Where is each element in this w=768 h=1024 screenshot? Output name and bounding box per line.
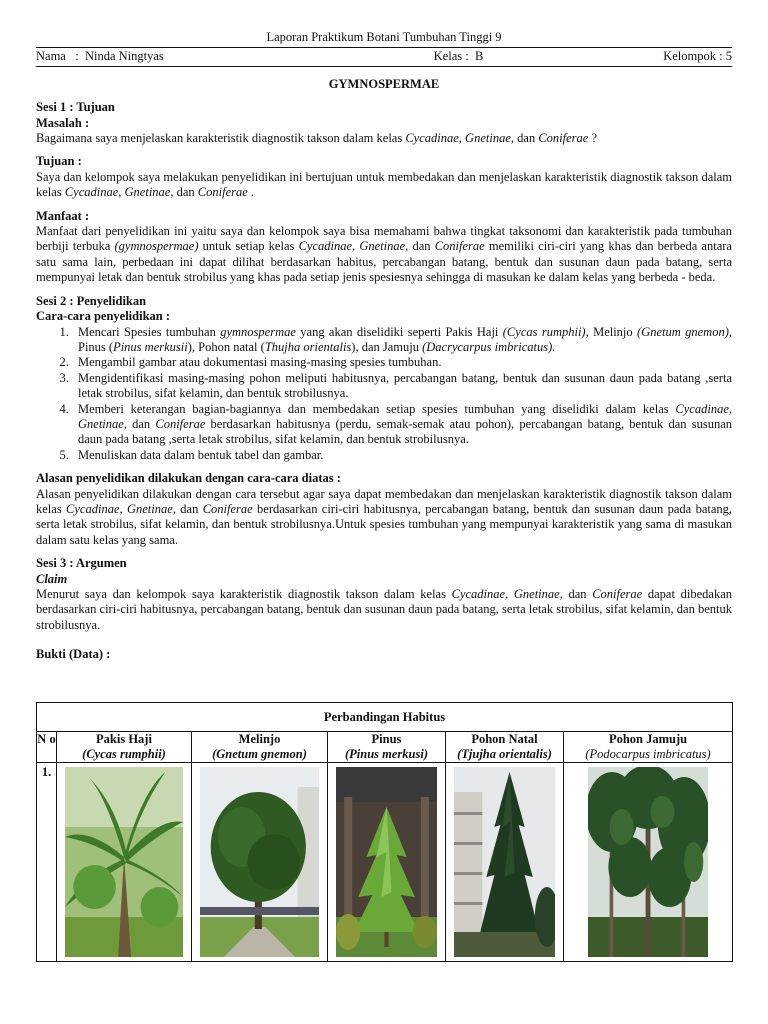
manfaat-text: Manfaat dari penyelidikan ini yaitu saya dan kelompok saya bisa memahami bahwa tingkat taksonomi dan karakteristik pada tumbuhan berbiji terbuka (gymnospermae) untuk setiap kelas Cycadinae, Gnetinae, dan Coniferae memiliki ciri-ciri yang khas dan berbeda antara satu sama lain, perbedaan ini dapat dilihat berdasarkan habitus, percabangan batang, bentuk dan susunan daun pada batang, serta mempunyai letak dan bentuk strobilus yang khas pada setiap jenis spesiesnya sehingga di masukan ke dalam kelas yang berbeda - beda.: [36, 224, 732, 285]
col-header-gnetum: Melinjo (Gnetum gnemon): [192, 732, 328, 763]
table-row: [37, 763, 733, 962]
claim-heading: Claim: [36, 571, 68, 586]
bukti-heading: Bukti (Data) :: [36, 647, 111, 662]
method-list: [36, 325, 732, 464]
cycas-photo: [65, 767, 183, 957]
pinus-photo: [336, 767, 437, 957]
manfaat-heading: Manfaat :: [36, 208, 90, 223]
habitus-table: [36, 702, 733, 962]
photo-cell-thuja: [446, 763, 564, 962]
col-header-podocarpus: Pohon Jamuju (Podocarpus imbricatus): [564, 732, 733, 763]
photo-cell-cycas: [57, 763, 192, 962]
report-title: Laporan Praktikum Botani Tumbuhan Tinggi 9: [266, 30, 502, 44]
tujuan-text: Saya dan kelompok saya melakukan penyelidikan ini bertujuan untuk membedakan dan menjelaskan karakteristik diagnostik takson dalam kelas Cycadinae, Gnetinae, dan Coniferae .: [36, 169, 732, 200]
photo-cell-podocarpus: [564, 763, 733, 962]
table-header-row: [37, 732, 733, 763]
group-label: Kelompok : 5: [663, 49, 732, 64]
section-sesi3: [36, 556, 732, 662]
cara-heading: Cara-cara penyelidikan :: [36, 309, 171, 324]
student-name: Nama : Ninda Ningtyas: [36, 49, 164, 64]
podocarpus-photo: [588, 767, 708, 957]
col-header-thuja: Pohon Natal (Tjujha orientalis): [446, 732, 564, 763]
list-item: 5. Menuliskan data dalam bentuk tabel dan gambar.: [72, 448, 732, 463]
header-row: [36, 47, 732, 66]
list-item: 2. Mengambil gambar atau dokumentasi masing-masing spesies tumbuhan.: [72, 355, 732, 370]
photo-cell-gnetum: [192, 763, 328, 962]
sesi3-heading: Sesi 3 : Argumen: [36, 556, 127, 571]
list-item: 4. Memberi keterangan bagian-bagiannya dan membedakan setiap spesies tumbuhan yang diselidiki dalam kelas Cycadinae, Gnetinae, dan Coniferae berdasarkan habitusnya (perdu, semak-semak atau pohon), percabangan batang, bentuk dan susunan daun pada batang ,serta letak strobilus, sifat kelamin, dan bentuk strobilusnya.: [72, 402, 732, 448]
col-header-cycas: Pakis Haji (Cycas rumphii): [57, 732, 192, 763]
row-number: 1.: [37, 763, 57, 962]
document-page: [36, 30, 733, 779]
table-title: Perbandingan Habitus: [37, 703, 733, 732]
masalah-text: Bagaimana saya menjelaskan karakteristik diagnostik takson dalam kelas Cycadinae, Gnetinae, dan Coniferae ?: [36, 131, 597, 146]
claim-text: Menurut saya dan kelompok saya karakteristik diagnostik takson dalam kelas Cycadinae, Gnetinae, dan Coniferae dapat dibedakan berdasarkan ciri-ciri habitusnya, percabangan batang, bentuk dan susunan daun pada batang, serta letak strobilus, sifat kelamin, dan bentuk strobilusnya.: [36, 587, 732, 632]
list-item: 1. Mencari Spesies tumbuhan gymnospermae yang akan diselidiki seperti Pakis Haji (Cycas rumphii), Melinjo (Gnetum gnemon), Pinus (Pinus merkusii), Pohon natal (Thujha orientalis), dan Jamuju (Dacrycarpus imbricatus).: [72, 325, 732, 356]
no-header: N o: [37, 732, 57, 763]
class-label: Kelas : B: [433, 49, 484, 64]
gnetum-photo: [200, 767, 319, 957]
page-title: GYMNOSPERMAE: [328, 76, 440, 91]
sesi2-heading: Sesi 2 : Penyelidikan: [36, 293, 147, 308]
list-item: 3. Mengidentifikasi masing-masing pohon meliputi habitusnya, percabangan batang, bentuk dan susunan daun pada batang ,serta letak strobilus, sifat kelamin, dan bentuk strobilusnya.: [72, 371, 732, 402]
masalah-heading: Masalah :: [36, 115, 90, 130]
alasan-text: Alasan penyelidikan dilakukan dengan cara tersebut agar saya dapat membedakan dan menjelaskan karakteristik diagnostik takson dalam kelas Cycadinae, Gnetinae, dan Coniferae berdasarkan ciri-ciri habitusnya, percabangan batang, bentuk dan susunan daun pada batang, serta letak strobilus, sifat kelamin, dan bentuk strobilusnya.Untuk spesies tumbuhan yang mempunyai karakteristik yang sama di masukan dalam satu kelas yang sama.: [36, 486, 733, 547]
col-header-pinus: Pinus (Pinus merkusi): [328, 732, 446, 763]
alasan-heading: Alasan penyelidikan dilakukan dengan cara-cara diatas :: [36, 471, 341, 486]
section-sesi2: [36, 294, 732, 549]
section-sesi1: [36, 100, 732, 285]
thuja-photo: [454, 767, 555, 957]
photo-cell-pinus: [328, 763, 446, 962]
sesi1-heading: Sesi 1 : Tujuan: [36, 100, 115, 115]
tujuan-heading: Tujuan :: [36, 154, 82, 169]
